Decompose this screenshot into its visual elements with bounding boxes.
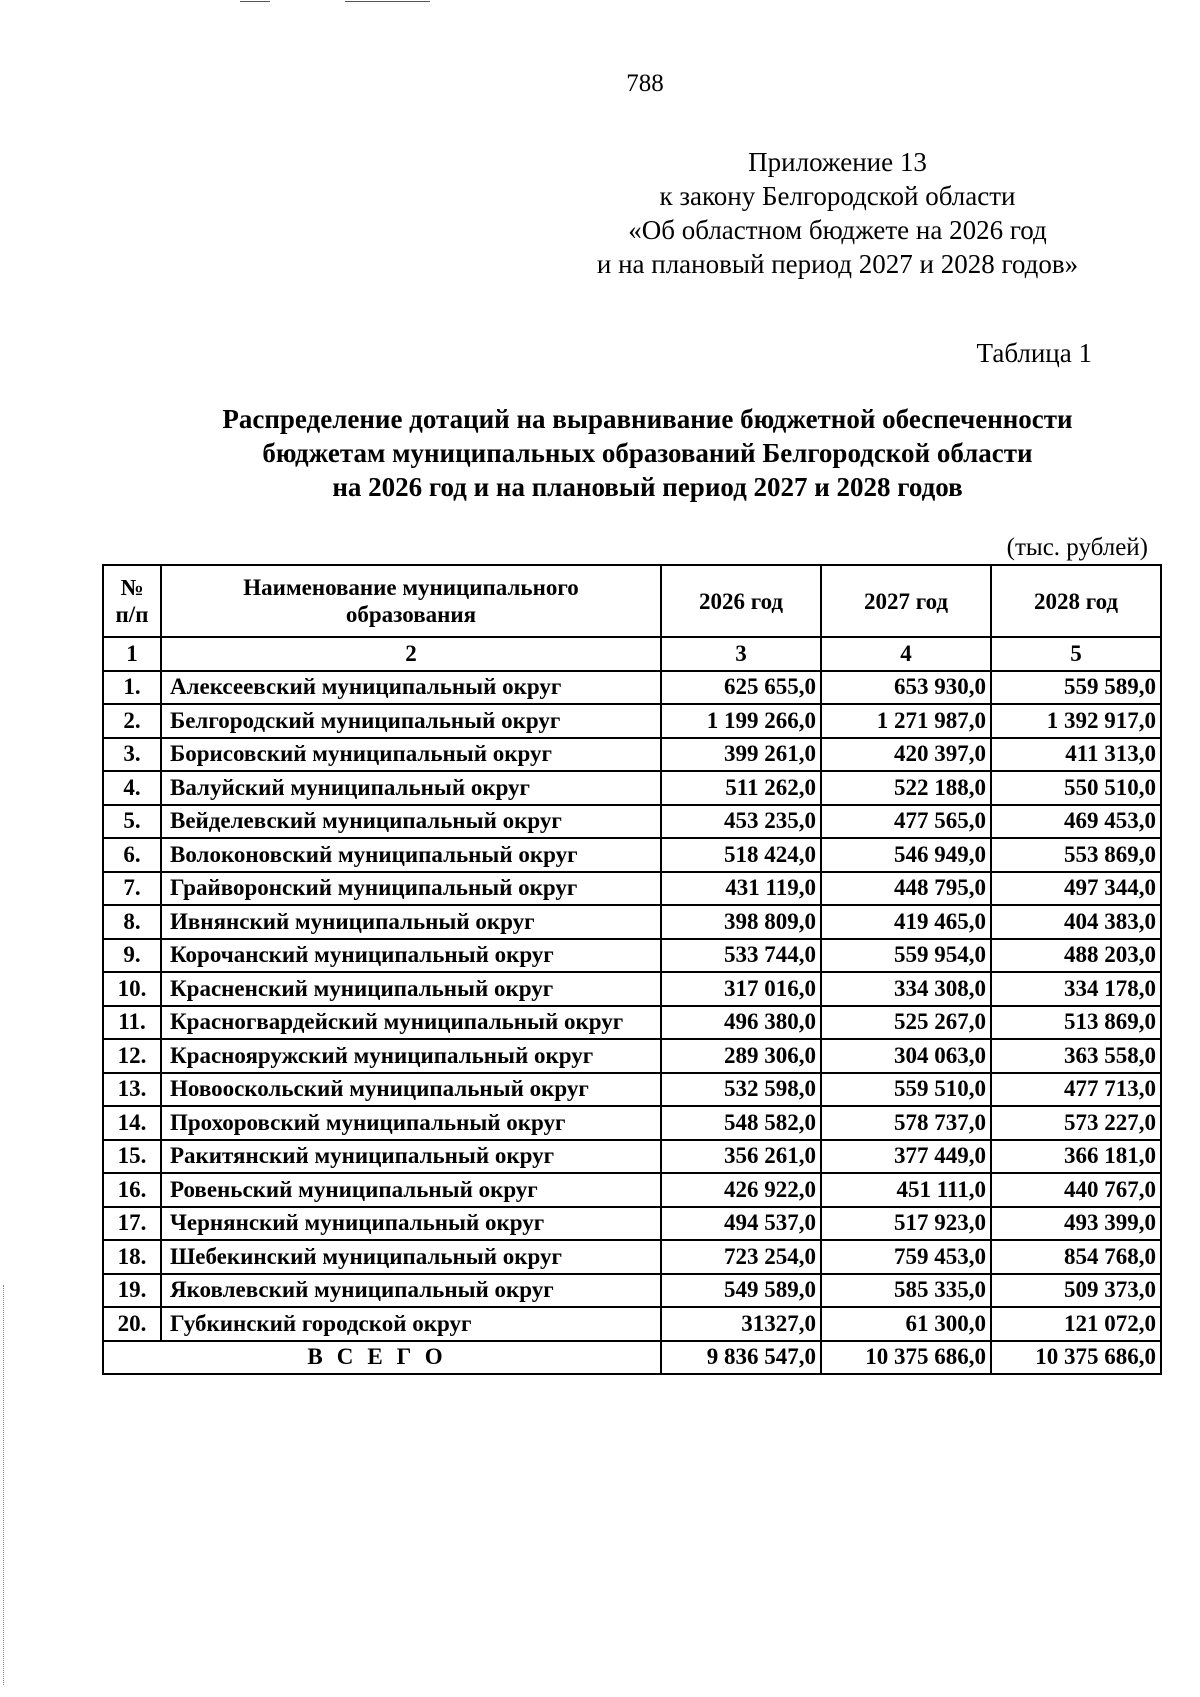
value-2026: 549 589,0 bbox=[661, 1274, 821, 1308]
total-2027: 10 375 686,0 bbox=[821, 1341, 991, 1375]
table-row bbox=[103, 1274, 1161, 1308]
value-2028: 404 383,0 bbox=[991, 905, 1161, 939]
table-row bbox=[103, 738, 1161, 772]
value-2028: 573 227,0 bbox=[991, 1106, 1161, 1140]
value-2027: 477 565,0 bbox=[821, 805, 991, 839]
row-number: 6. bbox=[103, 838, 161, 872]
row-number: 2. bbox=[103, 704, 161, 738]
table-row bbox=[103, 1240, 1161, 1274]
value-2027: 61 300,0 bbox=[821, 1307, 991, 1341]
appendix-line: «Об областном бюджете на 2026 год bbox=[628, 215, 1047, 245]
value-2028: 854 768,0 bbox=[991, 1240, 1161, 1274]
municipality-name: Корочанский муниципальный округ bbox=[161, 939, 661, 973]
value-2028: 553 869,0 bbox=[991, 838, 1161, 872]
column-number: 5 bbox=[991, 637, 1161, 671]
value-2026: 399 261,0 bbox=[661, 738, 821, 772]
value-2028: 363 558,0 bbox=[991, 1039, 1161, 1073]
value-2028: 477 713,0 bbox=[991, 1073, 1161, 1107]
row-number: 3. bbox=[103, 738, 161, 772]
value-2028: 469 453,0 bbox=[991, 805, 1161, 839]
row-number: 15. bbox=[103, 1140, 161, 1174]
total-row bbox=[103, 1341, 1161, 1375]
row-number: 1. bbox=[103, 671, 161, 705]
header-2028: 2028 год bbox=[991, 565, 1161, 637]
value-2028: 440 767,0 bbox=[991, 1173, 1161, 1207]
value-2026: 625 655,0 bbox=[661, 671, 821, 705]
column-numbers-row bbox=[103, 637, 1161, 671]
scan-artifact-line bbox=[345, 1, 430, 2]
total-2026: 9 836 547,0 bbox=[661, 1341, 821, 1375]
row-number: 13. bbox=[103, 1073, 161, 1107]
municipality-name: Красненский муниципальный округ bbox=[161, 972, 661, 1006]
value-2028: 509 373,0 bbox=[991, 1274, 1161, 1308]
subsidy-table bbox=[102, 564, 1162, 1375]
table-row bbox=[103, 1140, 1161, 1174]
row-number: 12. bbox=[103, 1039, 161, 1073]
value-2028: 1 392 917,0 bbox=[991, 704, 1161, 738]
value-2027: 451 111,0 bbox=[821, 1173, 991, 1207]
value-2028: 497 344,0 bbox=[991, 872, 1161, 906]
column-number: 3 bbox=[661, 637, 821, 671]
municipality-name: Ровеньский муниципальный округ bbox=[161, 1173, 661, 1207]
value-2027: 522 188,0 bbox=[821, 771, 991, 805]
table-label: Таблица 1 bbox=[976, 338, 1092, 368]
appendix-line: к закону Белгородской области bbox=[659, 181, 1016, 211]
row-number: 5. bbox=[103, 805, 161, 839]
value-2026: 31327,0 bbox=[661, 1307, 821, 1341]
value-2027: 578 737,0 bbox=[821, 1106, 991, 1140]
value-2028: 488 203,0 bbox=[991, 939, 1161, 973]
value-2028: 559 589,0 bbox=[991, 671, 1161, 705]
municipality-name: Красногвардейский муниципальный округ bbox=[161, 1006, 661, 1040]
title-line: бюджетам муниципальных образований Белгородской области bbox=[262, 438, 1033, 468]
value-2027: 759 453,0 bbox=[821, 1240, 991, 1274]
table-row bbox=[103, 1307, 1161, 1341]
table-row bbox=[103, 805, 1161, 839]
municipality-name: Ивнянский муниципальный округ bbox=[161, 905, 661, 939]
row-number: 8. bbox=[103, 905, 161, 939]
value-2026: 548 582,0 bbox=[661, 1106, 821, 1140]
table-row bbox=[103, 972, 1161, 1006]
value-2026: 1 199 266,0 bbox=[661, 704, 821, 738]
scan-edge-artifact bbox=[3, 1285, 5, 1685]
municipality-name: Волоконовский муниципальный округ bbox=[161, 838, 661, 872]
document-title bbox=[150, 402, 1145, 504]
row-number: 14. bbox=[103, 1106, 161, 1140]
value-2026: 533 744,0 bbox=[661, 939, 821, 973]
value-2026: 518 424,0 bbox=[661, 838, 821, 872]
municipality-name: Грайворонский муниципальный округ bbox=[161, 872, 661, 906]
units-note: (тыс. рублей) bbox=[1006, 534, 1148, 561]
table-row bbox=[103, 1006, 1161, 1040]
value-2026: 453 235,0 bbox=[661, 805, 821, 839]
value-2027: 419 465,0 bbox=[821, 905, 991, 939]
value-2028: 121 072,0 bbox=[991, 1307, 1161, 1341]
value-2026: 356 261,0 bbox=[661, 1140, 821, 1174]
municipality-name: Прохоровский муниципальный округ bbox=[161, 1106, 661, 1140]
value-2026: 317 016,0 bbox=[661, 972, 821, 1006]
value-2028: 513 869,0 bbox=[991, 1006, 1161, 1040]
table-row bbox=[103, 1073, 1161, 1107]
table-row bbox=[103, 1173, 1161, 1207]
row-number: 4. bbox=[103, 771, 161, 805]
row-number: 20. bbox=[103, 1307, 161, 1341]
value-2026: 426 922,0 bbox=[661, 1173, 821, 1207]
header-name: Наименование муниципального образования bbox=[161, 565, 661, 637]
value-2027: 377 449,0 bbox=[821, 1140, 991, 1174]
value-2028: 550 510,0 bbox=[991, 771, 1161, 805]
table-header-row bbox=[103, 565, 1161, 637]
row-number: 9. bbox=[103, 939, 161, 973]
table-row bbox=[103, 838, 1161, 872]
row-number: 10. bbox=[103, 972, 161, 1006]
table-row bbox=[103, 671, 1161, 705]
header-2027: 2027 год bbox=[821, 565, 991, 637]
header-number-line2: п/п bbox=[115, 602, 149, 627]
table-row bbox=[103, 872, 1161, 906]
value-2028: 366 181,0 bbox=[991, 1140, 1161, 1174]
value-2027: 559 510,0 bbox=[821, 1073, 991, 1107]
value-2027: 334 308,0 bbox=[821, 972, 991, 1006]
appendix-line: Приложение 13 bbox=[748, 147, 927, 177]
table-row bbox=[103, 1207, 1161, 1241]
header-number-line1: № bbox=[120, 575, 144, 600]
value-2027: 653 930,0 bbox=[821, 671, 991, 705]
municipality-name: Белгородский муниципальный округ bbox=[161, 704, 661, 738]
municipality-name: Борисовский муниципальный округ bbox=[161, 738, 661, 772]
title-line: на 2026 год и на плановый период 2027 и 2028 годов bbox=[332, 472, 963, 502]
value-2027: 1 271 987,0 bbox=[821, 704, 991, 738]
column-number: 1 bbox=[103, 637, 161, 671]
value-2026: 723 254,0 bbox=[661, 1240, 821, 1274]
municipality-name: Яковлевский муниципальный округ bbox=[161, 1274, 661, 1308]
header-number bbox=[103, 565, 161, 637]
municipality-name: Новооскольский муниципальный округ bbox=[161, 1073, 661, 1107]
municipality-name: Шебекинский муниципальный округ bbox=[161, 1240, 661, 1274]
value-2027: 546 949,0 bbox=[821, 838, 991, 872]
municipality-name: Ракитянский муниципальный округ bbox=[161, 1140, 661, 1174]
value-2026: 532 598,0 bbox=[661, 1073, 821, 1107]
row-number: 16. bbox=[103, 1173, 161, 1207]
table-row bbox=[103, 939, 1161, 973]
title-line: Распределение дотаций на выравнивание бюджетной обеспеченности bbox=[222, 404, 1073, 434]
value-2026: 494 537,0 bbox=[661, 1207, 821, 1241]
appendix-line: и на плановый период 2027 и 2028 годов» bbox=[596, 249, 1079, 279]
column-number: 4 bbox=[821, 637, 991, 671]
total-label: ВСЕГО bbox=[103, 1341, 661, 1375]
value-2027: 420 397,0 bbox=[821, 738, 991, 772]
row-number: 18. bbox=[103, 1240, 161, 1274]
municipality-name: Краснояружский муниципальный округ bbox=[161, 1039, 661, 1073]
header-2026: 2026 год bbox=[661, 565, 821, 637]
value-2027: 517 923,0 bbox=[821, 1207, 991, 1241]
municipality-name: Губкинский городской округ bbox=[161, 1307, 661, 1341]
municipality-name: Чернянский муниципальный округ bbox=[161, 1207, 661, 1241]
value-2028: 493 399,0 bbox=[991, 1207, 1161, 1241]
table-row bbox=[103, 1106, 1161, 1140]
value-2026: 496 380,0 bbox=[661, 1006, 821, 1040]
value-2026: 431 119,0 bbox=[661, 872, 821, 906]
value-2027: 448 795,0 bbox=[821, 872, 991, 906]
municipality-name: Вейделевский муниципальный округ bbox=[161, 805, 661, 839]
scan-artifact-line bbox=[240, 1, 270, 2]
column-number: 2 bbox=[161, 637, 661, 671]
appendix-heading bbox=[480, 145, 1195, 281]
value-2026: 511 262,0 bbox=[661, 771, 821, 805]
municipality-name: Валуйский муниципальный округ bbox=[161, 771, 661, 805]
value-2027: 525 267,0 bbox=[821, 1006, 991, 1040]
value-2028: 411 313,0 bbox=[991, 738, 1161, 772]
total-2028: 10 375 686,0 bbox=[991, 1341, 1161, 1375]
row-number: 19. bbox=[103, 1274, 161, 1308]
table-row bbox=[103, 1039, 1161, 1073]
page-number: 788 bbox=[626, 70, 664, 97]
row-number: 17. bbox=[103, 1207, 161, 1241]
table-row bbox=[103, 771, 1161, 805]
value-2026: 398 809,0 bbox=[661, 905, 821, 939]
municipality-name: Алексеевский муниципальный округ bbox=[161, 671, 661, 705]
value-2027: 559 954,0 bbox=[821, 939, 991, 973]
table-row bbox=[103, 905, 1161, 939]
row-number: 7. bbox=[103, 872, 161, 906]
table-row bbox=[103, 704, 1161, 738]
value-2026: 289 306,0 bbox=[661, 1039, 821, 1073]
row-number: 11. bbox=[103, 1006, 161, 1040]
value-2028: 334 178,0 bbox=[991, 972, 1161, 1006]
value-2027: 585 335,0 bbox=[821, 1274, 991, 1308]
value-2027: 304 063,0 bbox=[821, 1039, 991, 1073]
